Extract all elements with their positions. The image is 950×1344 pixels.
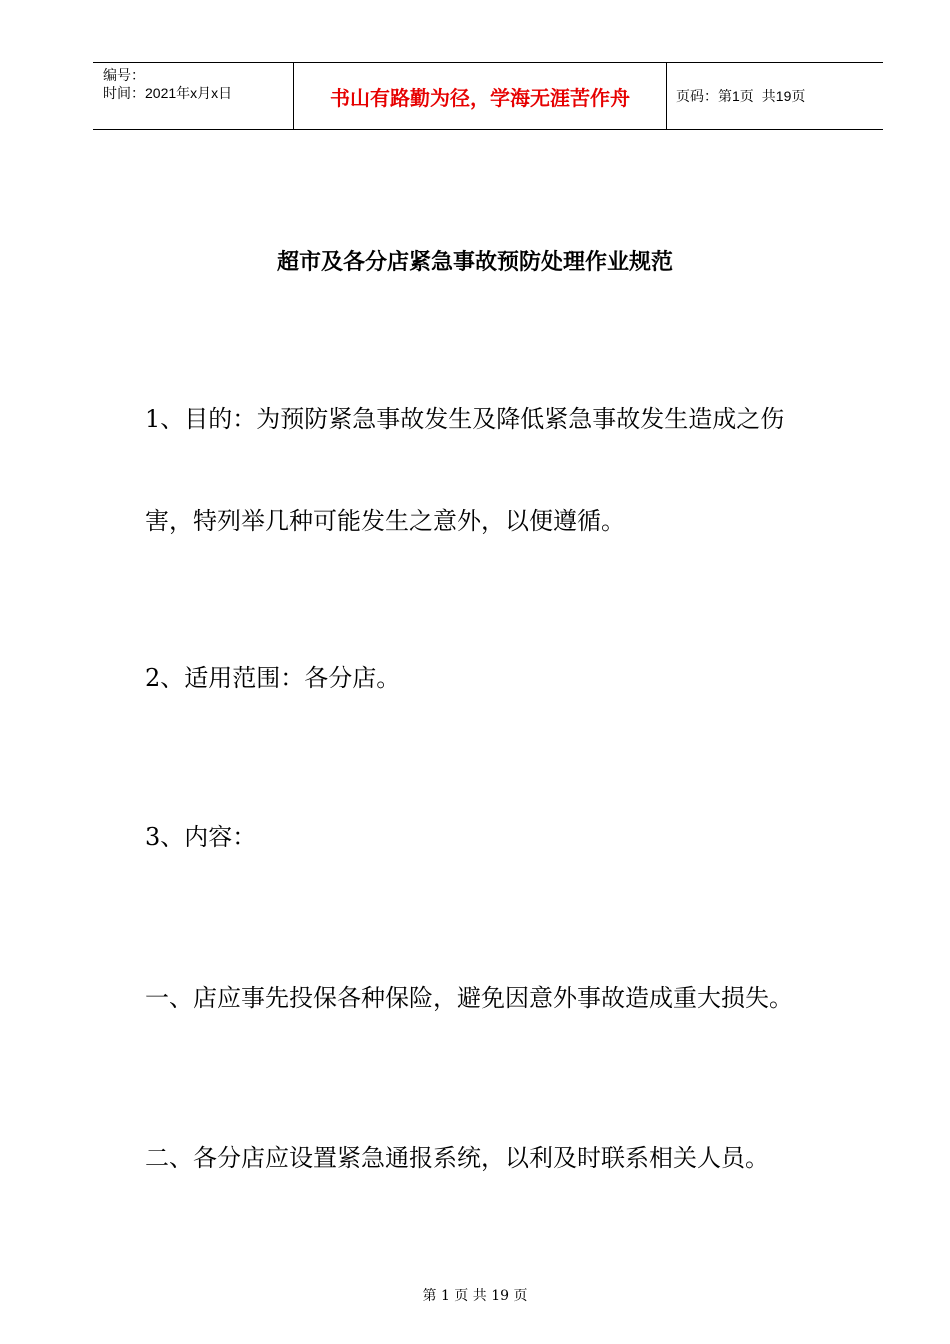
page-number-label: 页码：第1页 [676, 88, 754, 104]
serial-number-label: 编号： [103, 67, 145, 83]
paragraph-content-heading: 3、内容： [145, 823, 257, 851]
page-footer: 第 1 页 共 19 页 [422, 1288, 528, 1304]
paragraph-item-two: 二、各分店应设置紧急通报系统，以利及时联系相关人员。 [145, 1144, 769, 1172]
paragraph-item-one: 一、店应事先投保各种保险，避免因意外事故造成重大损失。 [145, 984, 793, 1012]
header-meta-cell [93, 63, 294, 129]
paragraph-purpose-line1: 1、目的：为预防紧急事故发生及降低紧急事故发生造成之伤 [145, 405, 785, 433]
time-label: 时间：2021年x月x日 [103, 85, 233, 101]
paragraph-purpose-line2: 害，特列举几种可能发生之意外，以便遵循。 [145, 507, 625, 535]
paragraph-scope: 2、适用范围：各分店。 [145, 664, 401, 692]
header-motto: 书山有路勤为径，学海无涯苦作舟 [294, 63, 667, 129]
total-pages-label: 共19页 [761, 88, 806, 104]
document-title: 超市及各分店紧急事故预防处理作业规范 [276, 250, 673, 275]
header-page-cell [667, 63, 883, 129]
page-header [93, 62, 883, 130]
